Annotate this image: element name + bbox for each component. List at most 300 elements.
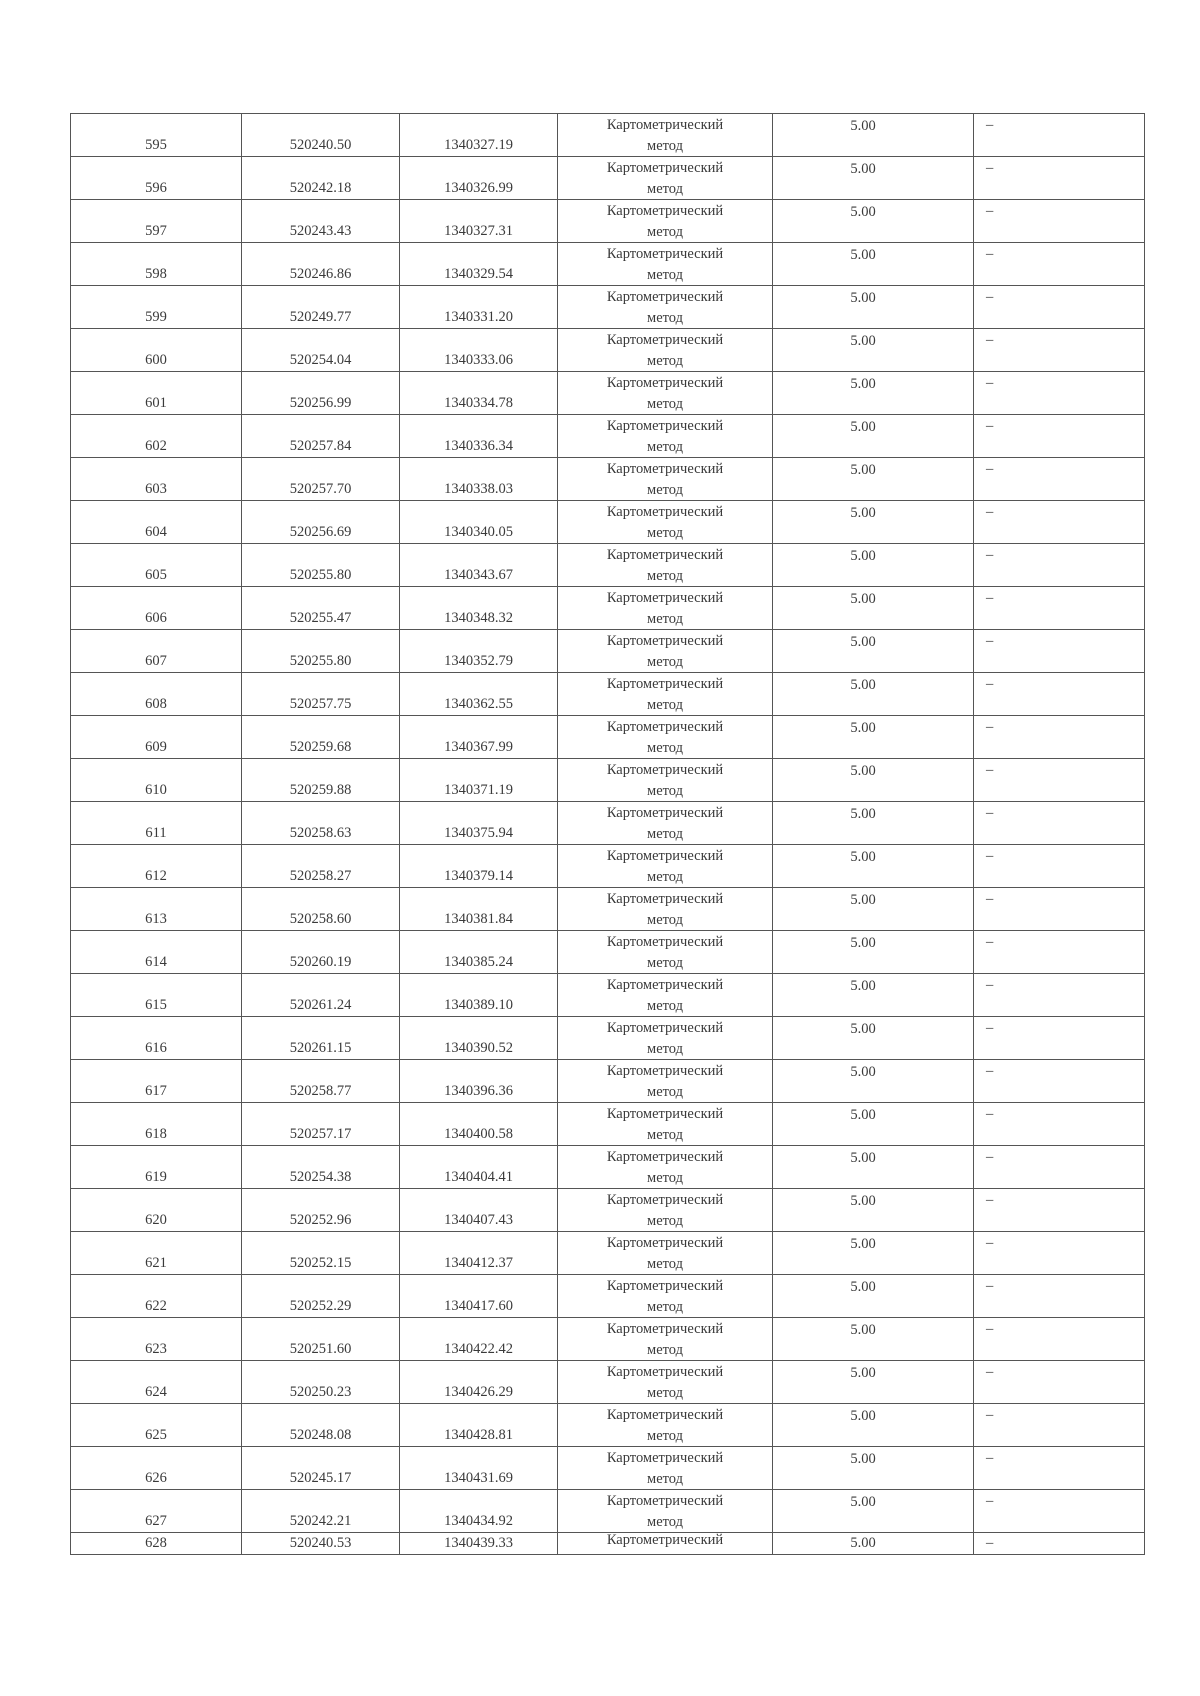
point-number-cell xyxy=(71,114,242,157)
y-coordinate: 1340352.79 xyxy=(444,652,513,669)
method-line-1: Картометрический xyxy=(606,848,724,864)
method-line-1: Картометрический xyxy=(606,246,724,262)
description-cell xyxy=(974,974,1145,1017)
description-cell xyxy=(974,931,1145,974)
precision-cell xyxy=(773,630,974,673)
description-cell xyxy=(974,1275,1145,1318)
table-row xyxy=(71,329,1145,372)
precision-value: 5.00 xyxy=(850,1064,876,1080)
method-line-2: метод xyxy=(647,954,683,971)
x-coordinate: 520258.60 xyxy=(289,910,352,927)
method-cell xyxy=(558,1103,773,1146)
precision-value: 5.00 xyxy=(850,505,876,521)
point-number-cell xyxy=(71,1017,242,1060)
y-coordinate: 1340340.05 xyxy=(444,523,513,540)
precision-cell xyxy=(773,458,974,501)
y-coordinate: 1340428.81 xyxy=(444,1426,513,1443)
table-row xyxy=(71,1146,1145,1189)
description-cell xyxy=(974,759,1145,802)
method-cell xyxy=(558,200,773,243)
method-line-1: Картометрический xyxy=(606,332,724,348)
method-line-2: метод xyxy=(647,1470,683,1487)
precision-value: 5.00 xyxy=(850,1322,876,1338)
point-number-cell xyxy=(71,630,242,673)
method-line-1: Картометрический xyxy=(606,1020,724,1036)
precision-cell xyxy=(773,372,974,415)
description-cell xyxy=(974,1404,1145,1447)
y-coordinate-cell xyxy=(400,243,558,286)
point-number: 618 xyxy=(145,1125,167,1142)
method-cell xyxy=(558,673,773,716)
x-coordinate: 520250.23 xyxy=(289,1383,352,1400)
y-coordinate: 1340367.99 xyxy=(444,738,513,755)
y-coordinate-cell xyxy=(400,845,558,888)
y-coordinate: 1340329.54 xyxy=(444,265,513,282)
y-coordinate-cell xyxy=(400,1146,558,1189)
table-row xyxy=(71,1490,1145,1533)
precision-value: 5.00 xyxy=(850,1408,876,1424)
y-coordinate: 1340331.20 xyxy=(444,308,513,325)
x-coordinate-cell xyxy=(242,845,400,888)
point-number-cell xyxy=(71,974,242,1017)
precision-value: 5.00 xyxy=(850,1193,876,1209)
method-line-2: метод xyxy=(647,481,683,498)
x-coordinate-cell xyxy=(242,888,400,931)
point-number: 609 xyxy=(145,738,167,755)
table-row xyxy=(71,931,1145,974)
method-line-2 xyxy=(558,1548,772,1554)
point-number: 619 xyxy=(145,1168,167,1185)
y-coordinate-cell xyxy=(400,415,558,458)
x-coordinate: 520256.69 xyxy=(289,523,352,540)
y-coordinate: 1340390.52 xyxy=(444,1039,513,1056)
description-value: – xyxy=(986,203,994,219)
method-line-2: метод xyxy=(647,137,683,154)
method-line-2: метод xyxy=(647,180,683,197)
description-value: – xyxy=(986,375,994,391)
precision-cell xyxy=(773,1232,974,1275)
method-cell xyxy=(558,372,773,415)
y-coordinate-cell xyxy=(400,114,558,157)
method-cell xyxy=(558,630,773,673)
table-row xyxy=(71,1060,1145,1103)
point-number: 611 xyxy=(145,824,167,841)
coordinates-table xyxy=(70,113,1145,1555)
table-row xyxy=(71,974,1145,1017)
table-row xyxy=(71,1361,1145,1404)
method-line-1: Картометрический xyxy=(606,1364,724,1380)
method-cell xyxy=(558,974,773,1017)
table-row xyxy=(71,802,1145,845)
precision-cell xyxy=(773,1275,974,1318)
description-value: – xyxy=(986,676,994,692)
precision-cell xyxy=(773,544,974,587)
precision-cell xyxy=(773,974,974,1017)
description-value: – xyxy=(986,848,994,864)
y-coordinate: 1340389.10 xyxy=(444,996,513,1013)
point-number-cell xyxy=(71,1060,242,1103)
method-line-2: метод xyxy=(647,1169,683,1186)
y-coordinate: 1340404.41 xyxy=(444,1168,513,1185)
method-line-1: Картометрический xyxy=(606,762,724,778)
description-cell xyxy=(974,888,1145,931)
point-number: 616 xyxy=(145,1039,167,1056)
precision-cell xyxy=(773,759,974,802)
table-row xyxy=(71,200,1145,243)
x-coordinate: 520252.29 xyxy=(289,1297,352,1314)
method-cell xyxy=(558,243,773,286)
point-number: 623 xyxy=(145,1340,167,1357)
precision-value: 5.00 xyxy=(850,161,876,177)
x-coordinate-cell xyxy=(242,673,400,716)
table-row xyxy=(71,888,1145,931)
x-coordinate: 520254.04 xyxy=(289,351,352,368)
method-line-2: метод xyxy=(647,696,683,713)
description-cell xyxy=(974,1232,1145,1275)
point-number-cell xyxy=(71,1146,242,1189)
point-number-cell xyxy=(71,1103,242,1146)
y-coordinate: 1340327.19 xyxy=(444,136,513,153)
method-line-1: Картометрический xyxy=(606,1450,724,1466)
precision-value: 5.00 xyxy=(850,419,876,435)
point-number: 626 xyxy=(145,1469,167,1486)
y-coordinate-cell xyxy=(400,1275,558,1318)
method-line-1: Картометрический xyxy=(606,418,724,434)
y-coordinate-cell xyxy=(400,458,558,501)
method-line-1: Картометрический xyxy=(606,203,724,219)
point-number-cell xyxy=(71,888,242,931)
method-line-1: Картометрический xyxy=(606,891,724,907)
precision-value: 5.00 xyxy=(850,763,876,779)
table-row xyxy=(71,587,1145,630)
x-coordinate-cell xyxy=(242,114,400,157)
description-value: – xyxy=(986,977,994,993)
x-coordinate-cell xyxy=(242,544,400,587)
precision-cell xyxy=(773,243,974,286)
y-coordinate: 1340426.29 xyxy=(444,1383,513,1400)
method-cell xyxy=(558,1275,773,1318)
precision-value: 5.00 xyxy=(850,978,876,994)
description-cell xyxy=(974,1146,1145,1189)
point-number-cell xyxy=(71,716,242,759)
description-value: – xyxy=(986,762,994,778)
method-line-2: метод xyxy=(647,266,683,283)
method-line-1: Картометрический xyxy=(606,461,724,477)
table-row xyxy=(71,243,1145,286)
point-number: 600 xyxy=(145,351,167,368)
precision-cell xyxy=(773,1533,974,1555)
point-number-cell xyxy=(71,1447,242,1490)
description-value: – xyxy=(986,1020,994,1036)
method-line-1: Картометрический xyxy=(606,977,724,993)
point-number: 612 xyxy=(145,867,167,884)
point-number-cell xyxy=(71,1189,242,1232)
y-coordinate: 1340400.58 xyxy=(444,1125,513,1142)
y-coordinate-cell xyxy=(400,501,558,544)
description-cell xyxy=(974,716,1145,759)
method-line-2: метод xyxy=(647,567,683,584)
method-line-2: метод xyxy=(647,1212,683,1229)
x-coordinate-cell xyxy=(242,1146,400,1189)
description-value: – xyxy=(986,633,994,649)
table-row xyxy=(71,415,1145,458)
description-value: – xyxy=(986,805,994,821)
y-coordinate-cell xyxy=(400,544,558,587)
description-cell xyxy=(974,415,1145,458)
method-cell xyxy=(558,1318,773,1361)
description-value: – xyxy=(986,1235,994,1251)
description-value: – xyxy=(986,1192,994,1208)
y-coordinate-cell xyxy=(400,1490,558,1533)
precision-value: 5.00 xyxy=(850,204,876,220)
precision-value: 5.00 xyxy=(850,1535,876,1551)
description-value: – xyxy=(986,1149,994,1165)
method-line-2: метод xyxy=(647,438,683,455)
description-value: – xyxy=(986,547,994,563)
x-coordinate: 520240.50 xyxy=(289,136,352,153)
description-cell xyxy=(974,286,1145,329)
point-number-cell xyxy=(71,1404,242,1447)
method-line-2: метод xyxy=(647,1040,683,1057)
method-line-1: Картометрический xyxy=(606,1278,724,1294)
x-coordinate-cell xyxy=(242,1533,400,1555)
x-coordinate-cell xyxy=(242,716,400,759)
point-number-cell xyxy=(71,1490,242,1533)
precision-cell xyxy=(773,888,974,931)
description-cell xyxy=(974,1017,1145,1060)
table-row xyxy=(71,1404,1145,1447)
method-line-2: метод xyxy=(647,782,683,799)
y-coordinate: 1340327.31 xyxy=(444,222,513,239)
point-number-cell xyxy=(71,845,242,888)
description-cell xyxy=(974,1533,1145,1555)
y-coordinate: 1340385.24 xyxy=(444,953,513,970)
description-cell xyxy=(974,1189,1145,1232)
method-line-2: метод xyxy=(647,1255,683,1272)
point-number: 617 xyxy=(145,1082,167,1099)
description-value: – xyxy=(986,160,994,176)
precision-value: 5.00 xyxy=(850,1494,876,1510)
description-cell xyxy=(974,802,1145,845)
x-coordinate: 520242.21 xyxy=(289,1512,352,1529)
x-coordinate: 520260.19 xyxy=(289,953,352,970)
y-coordinate-cell xyxy=(400,1447,558,1490)
x-coordinate-cell xyxy=(242,1189,400,1232)
y-coordinate-cell xyxy=(400,587,558,630)
y-coordinate-cell xyxy=(400,802,558,845)
method-line-2: метод xyxy=(647,739,683,756)
method-line-1: Картометрический xyxy=(606,1493,724,1509)
method-line-1: Картометрический xyxy=(606,934,724,950)
x-coordinate-cell xyxy=(242,1017,400,1060)
description-cell xyxy=(974,243,1145,286)
point-number-cell xyxy=(71,1275,242,1318)
x-coordinate: 520259.68 xyxy=(289,738,352,755)
point-number: 615 xyxy=(145,996,167,1013)
point-number: 595 xyxy=(145,136,167,153)
description-cell xyxy=(974,1103,1145,1146)
method-line-1: Картометрический xyxy=(606,719,724,735)
method-line-1: Картометрический xyxy=(606,504,724,520)
method-line-1: Картометрический xyxy=(606,1063,724,1079)
precision-value: 5.00 xyxy=(850,1021,876,1037)
description-value: – xyxy=(986,117,994,133)
description-value: – xyxy=(986,1106,994,1122)
y-coordinate-cell xyxy=(400,1017,558,1060)
method-line-1: Картометрический xyxy=(606,289,724,305)
method-cell xyxy=(558,1404,773,1447)
method-line-2: метод xyxy=(647,1298,683,1315)
description-cell xyxy=(974,458,1145,501)
precision-value: 5.00 xyxy=(850,333,876,349)
method-cell xyxy=(558,114,773,157)
table-row xyxy=(71,544,1145,587)
method-line-2: метод xyxy=(647,653,683,670)
x-coordinate: 520252.15 xyxy=(289,1254,352,1271)
y-coordinate-cell xyxy=(400,1103,558,1146)
precision-value: 5.00 xyxy=(850,118,876,134)
method-line-1: Картометрический xyxy=(606,676,724,692)
point-number: 603 xyxy=(145,480,167,497)
point-number: 602 xyxy=(145,437,167,454)
description-value: – xyxy=(986,289,994,305)
point-number: 613 xyxy=(145,910,167,927)
x-coordinate: 520261.24 xyxy=(289,996,352,1013)
precision-value: 5.00 xyxy=(850,247,876,263)
description-cell xyxy=(974,501,1145,544)
x-coordinate: 520258.63 xyxy=(289,824,352,841)
method-line-2: метод xyxy=(647,911,683,928)
x-coordinate: 520256.99 xyxy=(289,394,352,411)
table-row xyxy=(71,673,1145,716)
point-number: 625 xyxy=(145,1426,167,1443)
point-number: 614 xyxy=(145,953,167,970)
x-coordinate: 520246.86 xyxy=(289,265,352,282)
precision-value: 5.00 xyxy=(850,1451,876,1467)
table-row xyxy=(71,716,1145,759)
table-row xyxy=(71,1318,1145,1361)
precision-cell xyxy=(773,802,974,845)
x-coordinate-cell xyxy=(242,974,400,1017)
method-cell xyxy=(558,931,773,974)
table-row xyxy=(71,1232,1145,1275)
table-row xyxy=(71,630,1145,673)
description-cell xyxy=(974,587,1145,630)
method-line-2: метод xyxy=(647,309,683,326)
x-coordinate: 520243.43 xyxy=(289,222,352,239)
table-row xyxy=(71,1017,1145,1060)
point-number-cell xyxy=(71,1232,242,1275)
point-number: 604 xyxy=(145,523,167,540)
x-coordinate-cell xyxy=(242,243,400,286)
method-line-2: метод xyxy=(647,825,683,842)
x-coordinate-cell xyxy=(242,1447,400,1490)
description-value: – xyxy=(986,418,994,434)
y-coordinate: 1340338.03 xyxy=(444,480,513,497)
method-cell xyxy=(558,415,773,458)
point-number-cell xyxy=(71,802,242,845)
method-cell xyxy=(558,1017,773,1060)
precision-value: 5.00 xyxy=(850,1107,876,1123)
point-number-cell xyxy=(71,1318,242,1361)
x-coordinate-cell xyxy=(242,759,400,802)
point-number: 597 xyxy=(145,222,167,239)
method-cell xyxy=(558,286,773,329)
precision-cell xyxy=(773,114,974,157)
precision-value: 5.00 xyxy=(850,677,876,693)
y-coordinate: 1340348.32 xyxy=(444,609,513,626)
method-cell xyxy=(558,157,773,200)
description-cell xyxy=(974,845,1145,888)
point-number: 601 xyxy=(145,394,167,411)
y-coordinate-cell xyxy=(400,1404,558,1447)
y-coordinate-cell xyxy=(400,974,558,1017)
precision-cell xyxy=(773,587,974,630)
x-coordinate-cell xyxy=(242,1060,400,1103)
method-line-2: метод xyxy=(647,524,683,541)
method-cell xyxy=(558,587,773,630)
x-coordinate: 520257.84 xyxy=(289,437,352,454)
precision-cell xyxy=(773,1447,974,1490)
point-number-cell xyxy=(71,243,242,286)
x-coordinate: 520252.96 xyxy=(289,1211,352,1228)
method-cell xyxy=(558,1060,773,1103)
precision-value: 5.00 xyxy=(850,634,876,650)
description-cell xyxy=(974,200,1145,243)
y-coordinate-cell xyxy=(400,372,558,415)
y-coordinate-cell xyxy=(400,716,558,759)
description-value: – xyxy=(986,332,994,348)
method-cell xyxy=(558,716,773,759)
y-coordinate-cell xyxy=(400,759,558,802)
method-cell xyxy=(558,888,773,931)
method-line-2: метод xyxy=(647,1384,683,1401)
x-coordinate-cell xyxy=(242,1490,400,1533)
x-coordinate-cell xyxy=(242,415,400,458)
y-coordinate: 1340375.94 xyxy=(444,824,513,841)
x-coordinate-cell xyxy=(242,329,400,372)
description-cell xyxy=(974,1361,1145,1404)
precision-value: 5.00 xyxy=(850,1279,876,1295)
point-number: 607 xyxy=(145,652,167,669)
description-cell xyxy=(974,544,1145,587)
y-coordinate-cell xyxy=(400,1232,558,1275)
y-coordinate: 1340336.34 xyxy=(444,437,513,454)
description-cell xyxy=(974,329,1145,372)
description-cell xyxy=(974,1490,1145,1533)
precision-cell xyxy=(773,1103,974,1146)
method-line-1: Картометрический xyxy=(606,805,724,821)
x-coordinate-cell xyxy=(242,931,400,974)
point-number-cell xyxy=(71,587,242,630)
description-value: – xyxy=(986,1321,994,1337)
x-coordinate-cell xyxy=(242,501,400,544)
table-row xyxy=(71,1103,1145,1146)
table-row xyxy=(71,1533,1145,1555)
y-coordinate-cell xyxy=(400,888,558,931)
description-value: – xyxy=(986,504,994,520)
point-number-cell xyxy=(71,1361,242,1404)
precision-cell xyxy=(773,200,974,243)
description-value: – xyxy=(986,590,994,606)
point-number-cell xyxy=(71,759,242,802)
y-coordinate-cell xyxy=(400,1361,558,1404)
point-number: 598 xyxy=(145,265,167,282)
method-line-2: метод xyxy=(647,352,683,369)
x-coordinate: 520245.17 xyxy=(289,1469,352,1486)
precision-cell xyxy=(773,931,974,974)
method-line-2: метод xyxy=(647,1126,683,1143)
